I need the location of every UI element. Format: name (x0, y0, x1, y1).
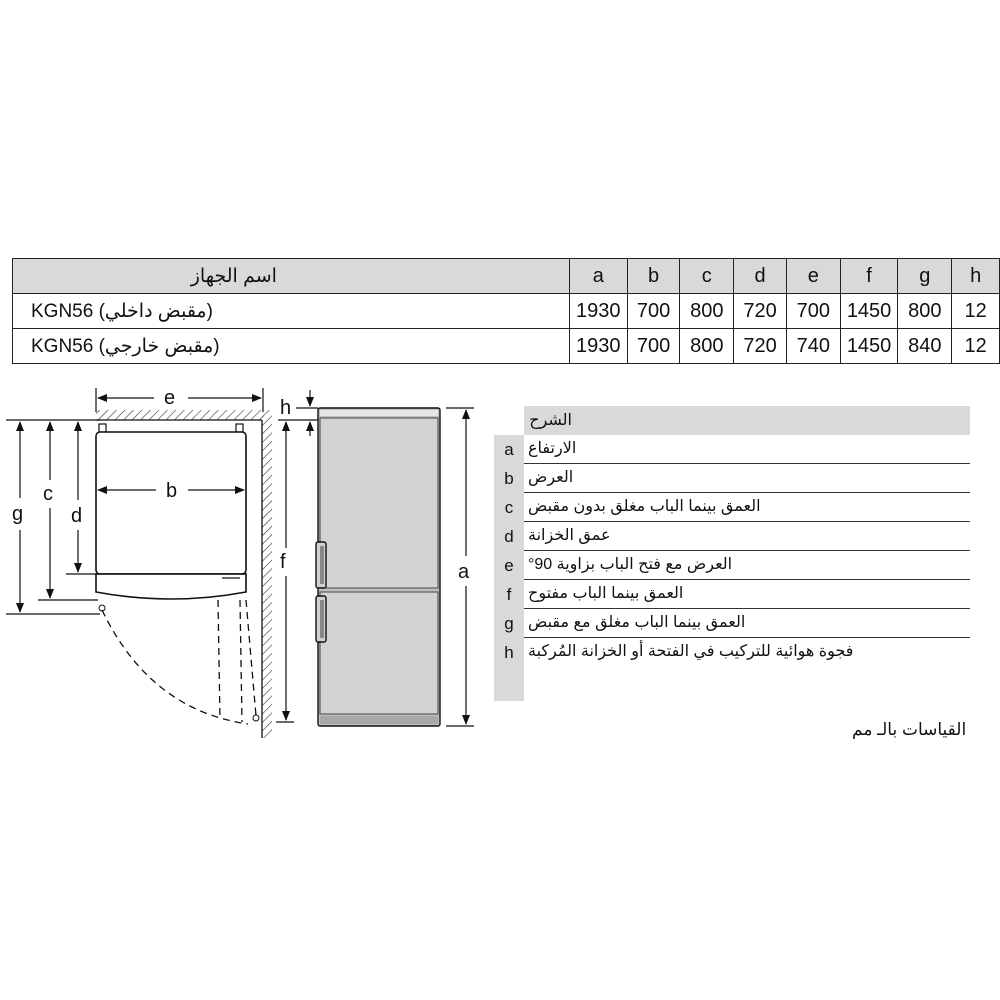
legend-key: g (504, 614, 514, 633)
row-device-name: KGN56 (مقبض داخلي) (13, 294, 570, 329)
legend-item (494, 493, 970, 522)
row-value-e: 740 (786, 329, 840, 364)
row-value-h: 12 (952, 294, 1000, 329)
label-f: f (280, 551, 286, 573)
legend-text: الارتفاع (528, 440, 577, 457)
header-col-h: h (952, 259, 1000, 294)
row-device-name: KGN56 (مقبض خارجي) (13, 329, 570, 364)
header-device-name: اسم الجهاز (13, 259, 570, 294)
legend-item (494, 638, 970, 667)
legend-text: العمق بينما الباب مفتوح (528, 585, 684, 602)
legend-key: d (504, 527, 514, 546)
legend-key: c (504, 498, 514, 517)
label-b: b (166, 480, 178, 502)
row-value-c: 800 (680, 329, 734, 364)
legend-item (494, 551, 970, 580)
header-col-a: a (569, 259, 627, 294)
row-value-b: 700 (627, 329, 680, 364)
legend-item (494, 522, 970, 551)
header-col-b: b (627, 259, 680, 294)
header-col-e: e (786, 259, 840, 294)
row-value-d: 720 (734, 294, 787, 329)
legend-item (494, 580, 970, 609)
legend-text: العرض مع فتح الباب بزاوية 90° (528, 556, 733, 573)
legend-item (494, 435, 970, 464)
table-row (13, 294, 1000, 329)
header-col-g: g (898, 259, 952, 294)
row-value-a: 1930 (569, 294, 627, 329)
label-c: c (43, 483, 53, 505)
header-col-f: f (840, 259, 898, 294)
row-value-c: 800 (680, 294, 734, 329)
row-value-d: 720 (734, 329, 787, 364)
fridge-side-view (316, 408, 440, 726)
door-swing (102, 600, 256, 724)
header-col-d: d (734, 259, 787, 294)
row-value-e: 700 (786, 294, 840, 329)
legend-item (494, 609, 970, 638)
label-a: a (458, 561, 470, 583)
legend-key: f (506, 585, 512, 604)
row-value-h: 12 (952, 329, 1000, 364)
fridge-top-view (96, 424, 259, 721)
units-note: القياسات بالـ مم (852, 720, 967, 739)
row-value-g: 840 (898, 329, 952, 364)
legend-key: e (504, 556, 514, 575)
specs-table (12, 258, 1000, 364)
table-row (13, 329, 1000, 364)
dimension-diagram (0, 385, 500, 745)
legend-text: عمق الخزانة (528, 527, 611, 544)
row-value-f: 1450 (840, 329, 898, 364)
label-g: g (12, 503, 24, 525)
legend-item (494, 464, 970, 493)
label-e: e (164, 387, 176, 409)
table-header-row (13, 259, 1000, 294)
legend-key: b (504, 469, 514, 488)
row-value-g: 800 (898, 294, 952, 329)
row-value-f: 1450 (840, 294, 898, 329)
legend-text: فجوة هوائية للتركيب في الفتحة أو الخزانة المُركبة (528, 643, 854, 660)
legend-text: العمق بينما الباب مغلق بدون مقبض (528, 498, 761, 515)
header-col-c: c (680, 259, 734, 294)
legend-text: العرض (528, 469, 574, 486)
label-d: d (71, 505, 83, 527)
label-h: h (280, 397, 292, 419)
legend-key: h (504, 643, 514, 662)
legend-key: a (504, 440, 514, 459)
legend-text: العمق بينما الباب مغلق مع مقبض (528, 614, 746, 631)
row-value-b: 700 (627, 294, 680, 329)
legend-title: الشرح (524, 406, 970, 435)
row-value-a: 1930 (569, 329, 627, 364)
